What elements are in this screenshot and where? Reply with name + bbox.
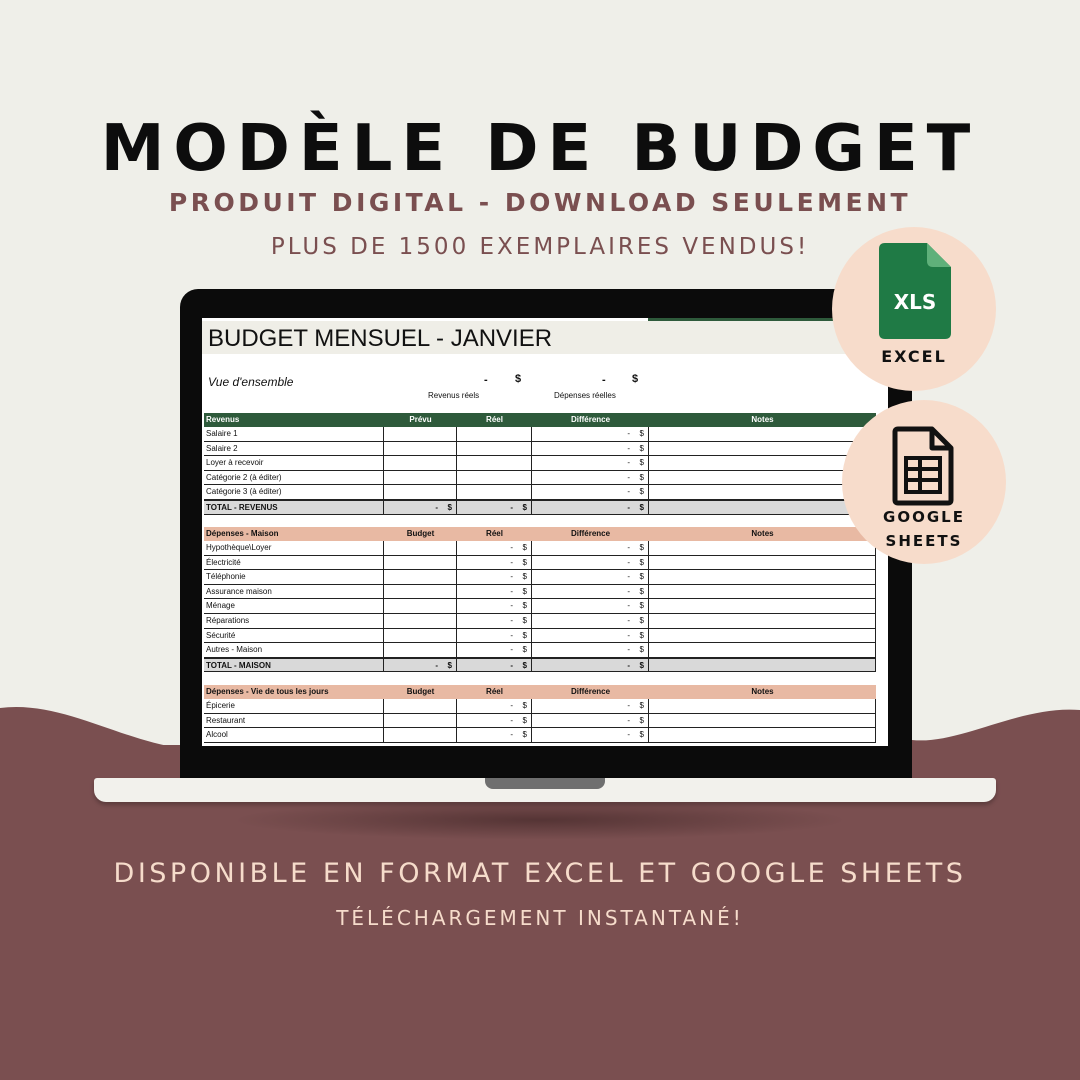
instant-download: TÉLÉCHARGEMENT INSTANTANÉ! [336, 906, 744, 930]
revenus-table [204, 413, 876, 515]
table-row: Alcool - $ - $ [204, 728, 876, 743]
table-header: Dépenses - Vie de tous les jours Budget Réel Différence Notes [204, 685, 876, 699]
expense-caption: Dépenses réelles [554, 391, 616, 400]
table-header: Dépenses - Maison Budget Réel Différence Notes [204, 527, 876, 541]
table-row: Restaurant - $ - $ [204, 714, 876, 729]
google-sheets-label-2: SHEETS [885, 532, 963, 550]
expense-value: - [602, 374, 606, 386]
row-label: Sécurité [204, 629, 384, 643]
row-label: Salaire 2 [204, 442, 384, 456]
row-label: Restaurant [204, 714, 384, 728]
excel-icon [879, 243, 951, 339]
row-label: Hypothèque\Loyer [204, 541, 384, 555]
table-total-row: TOTAL - REVENUS - $ - $ - $ [204, 500, 876, 515]
spreadsheet-preview [202, 318, 888, 746]
page-title: MODÈLE DE BUDGET [100, 112, 980, 186]
table-row: Loyer à recevoir - $ [204, 456, 876, 471]
laptop-shadow [230, 800, 850, 840]
maison-table [204, 527, 876, 672]
google-sheets-badge [842, 400, 1006, 564]
table-row: Autres - Maison - $ - $ [204, 643, 876, 658]
table-total-row: TOTAL - MAISON - $ - $ - $ [204, 658, 876, 673]
expense-currency: $ [632, 373, 639, 385]
row-label: Salaire 1 [204, 427, 384, 441]
google-sheets-label-1: GOOGLE [883, 508, 965, 526]
table-row: Salaire 1 - $ [204, 427, 876, 442]
row-label: Alcool [204, 728, 384, 742]
table-row: Électricité - $ - $ [204, 556, 876, 571]
google-sheets-icon [892, 426, 954, 506]
excel-badge [832, 227, 996, 391]
row-label: Ménage [204, 599, 384, 613]
table-row: Catégorie 2 (à éditer) - $ [204, 471, 876, 486]
row-label: Téléphonie [204, 570, 384, 584]
income-caption: Revenus réels [428, 391, 480, 400]
row-label: Autres - Maison [204, 643, 384, 657]
overview-label: Vue d'ensemble [208, 375, 294, 389]
row-label: Électricité [204, 556, 384, 570]
row-label: Assurance maison [204, 585, 384, 599]
row-label: Catégorie 3 (à éditer) [204, 485, 384, 499]
quotidien-table [204, 685, 876, 743]
format-availability: DISPONIBLE EN FORMAT EXCEL ET GOOGLE SHEETS [113, 858, 967, 889]
table-row: Catégorie 3 (à éditer) - $ [204, 485, 876, 500]
table-row: Ménage - $ - $ [204, 599, 876, 614]
table-row: Téléphonie - $ - $ [204, 570, 876, 585]
page-subtitle: PRODUIT DIGITAL - DOWNLOAD SEULEMENT [168, 188, 912, 217]
row-label: Réparations [204, 614, 384, 628]
sheet-title: BUDGET MENSUEL - JANVIER [202, 321, 888, 354]
row-label: Épicerie [204, 699, 384, 713]
table-row: Réparations - $ - $ [204, 614, 876, 629]
table-row: Sécurité - $ - $ [204, 629, 876, 644]
laptop-notch [485, 778, 605, 789]
svg-text:XLS: XLS [893, 290, 937, 314]
table-row: Assurance maison - $ - $ [204, 585, 876, 600]
table-row: Épicerie - $ - $ [204, 699, 876, 714]
row-label: Loyer à recevoir [204, 456, 384, 470]
table-row: Hypothèque\Loyer - $ - $ [204, 541, 876, 556]
table-row: Salaire 2 - $ [204, 442, 876, 457]
excel-label: EXCEL [881, 347, 947, 366]
income-currency: $ [515, 373, 522, 385]
row-label: Catégorie 2 (à éditer) [204, 471, 384, 485]
income-value: - [484, 374, 488, 386]
sales-tagline: PLUS DE 1500 EXEMPLAIRES VENDUS! [270, 234, 810, 260]
table-header: Revenus Prévu Réel Différence Notes [204, 413, 876, 427]
